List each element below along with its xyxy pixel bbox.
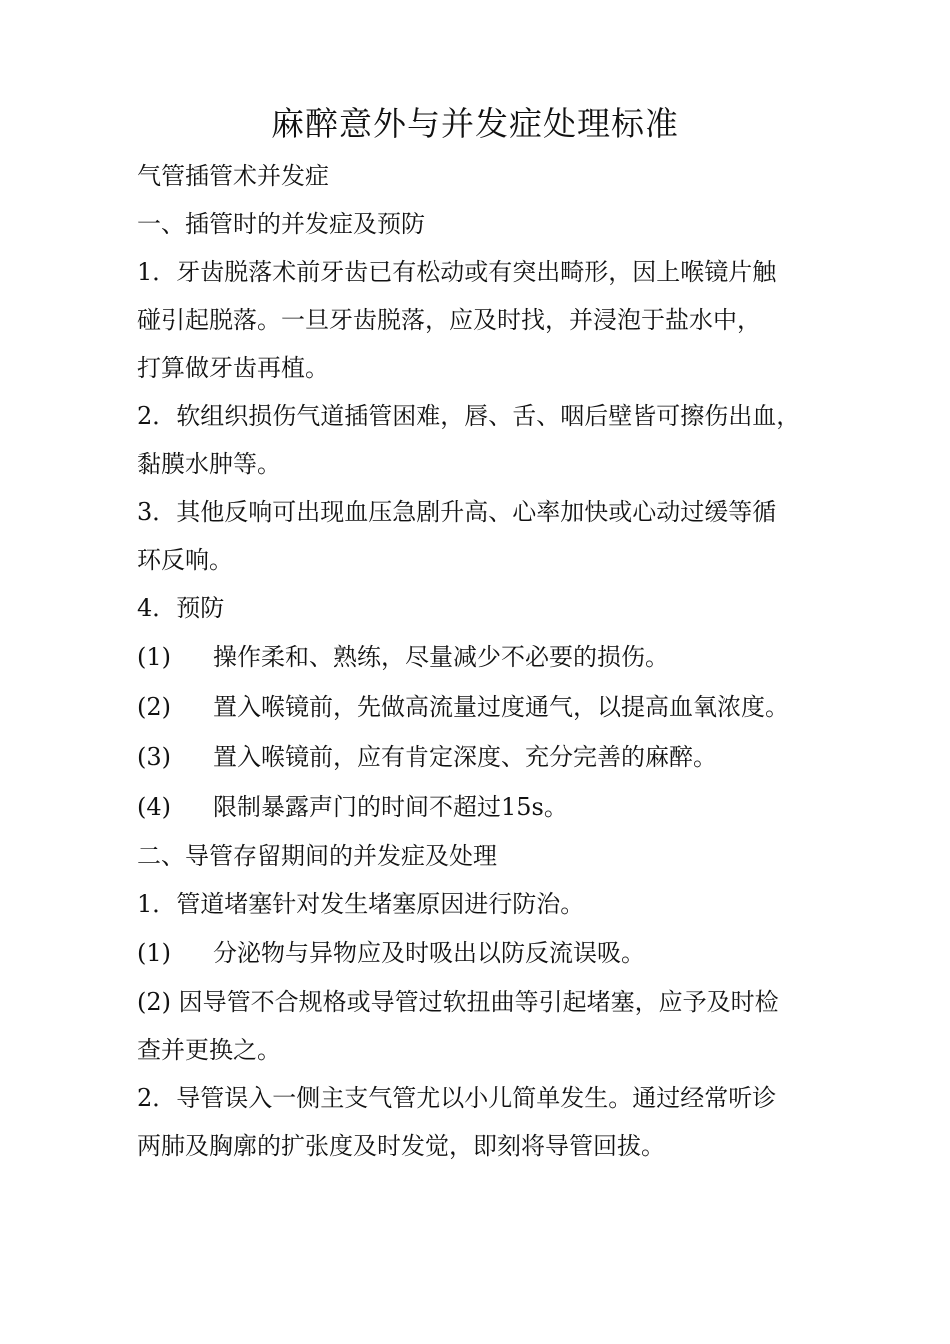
paragraph-line: 4．预防 [137, 594, 225, 622]
paragraph-line: 碰引起脱落。一旦牙齿脱落，应及时找，并浸泡于盐水中， [137, 306, 761, 334]
paragraph-line: 黏膜水肿等。 [137, 450, 281, 478]
paragraph-line: 2．软组织损伤气道插管困难，唇、舌、咽后壁皆可擦伤出血， [137, 402, 801, 430]
paragraph-line: 3．其他反响可出现血压急剧升高、心率加快或心动过缓等循 [137, 498, 777, 526]
list-item [137, 782, 837, 832]
document-body [137, 152, 837, 1170]
section-heading: 气管插管术并发症 [137, 162, 329, 190]
paragraph-line: 环反响。 [137, 546, 233, 574]
subsection-heading: 一、插管时的并发症及预防 [137, 210, 425, 238]
paragraph-line: 打算做牙齿再植。 [137, 354, 329, 382]
paragraph-line: 1．管道堵塞针对发生堵塞原因进行防治。 [137, 890, 585, 918]
list-item [137, 682, 837, 732]
list-item-number: (1) [137, 643, 171, 671]
list-item-text: 置入喉镜前，应有肯定深度、充分完善的麻醉。 [213, 743, 717, 771]
paragraph-line: 查并更换之。 [137, 1036, 281, 1064]
list-item-number: (4) [137, 793, 171, 821]
paragraph-line: (2) 因导管不合规格或导管过软扭曲等引起堵塞，应予及时检 [137, 988, 779, 1016]
paragraph-line: 1．牙齿脱落术前牙齿已有松动或有突出畸形，因上喉镜片触 [137, 258, 777, 286]
list-item [137, 632, 837, 682]
list-item-number: (2) [137, 693, 171, 721]
list-item-text: 操作柔和、熟练，尽量减少不必要的损伤。 [213, 643, 669, 671]
paragraph-line: 2．导管误入一侧主支气管尤以小儿简单发生。通过经常听诊 [137, 1084, 777, 1112]
list-item [137, 732, 837, 782]
document-title: 麻醉意外与并发症处理标准 [271, 104, 679, 143]
list-item-number: (1) [137, 939, 171, 967]
paragraph-line: 两肺及胸廓的扩张度及时发觉，即刻将导管回拔。 [137, 1132, 665, 1160]
list-item-text: 限制暴露声门的时间不超过15s。 [213, 793, 568, 821]
list-item [137, 928, 837, 978]
list-item-text: 置入喉镜前，先做高流量过度通气，以提高血氧浓度。 [213, 693, 789, 721]
list-item-text: 分泌物与异物应及时吸出以防反流误吸。 [213, 939, 645, 967]
subsection-heading: 二、导管存留期间的并发症及处理 [137, 842, 497, 870]
list-item-number: (3) [137, 743, 171, 771]
